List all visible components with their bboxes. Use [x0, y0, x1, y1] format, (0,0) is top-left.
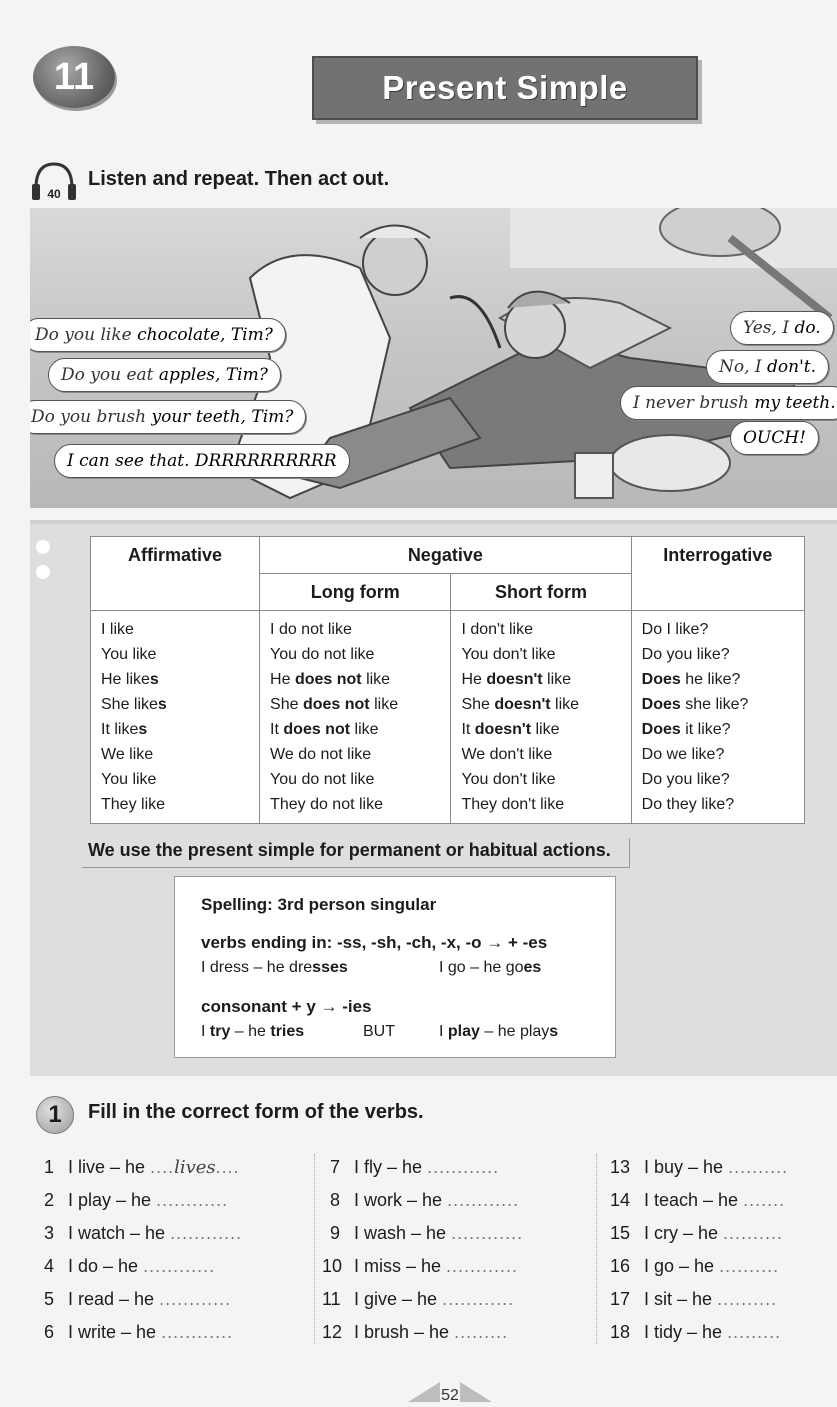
answer-field[interactable]: .......... — [717, 1289, 778, 1309]
table-cell: They like — [101, 796, 166, 813]
table-cell: We don't like — [461, 746, 553, 763]
unit-number-badge: 11 — [33, 46, 115, 108]
exercise-item[interactable]: 18 I tidy – he ......... — [610, 1322, 782, 1342]
long-form-column — [260, 611, 451, 824]
answer-field[interactable]: ......... — [727, 1322, 782, 1342]
spelling-example-go: I go – he goes — [439, 959, 542, 976]
speech-bubble-boy-3: I never brush my teeth. — [620, 386, 837, 420]
exercise-number-badge: 1 — [36, 1096, 74, 1134]
table-cell: I like — [101, 621, 134, 638]
table-cell: He likes — [101, 671, 159, 688]
exercise-item[interactable]: 3 I watch – he ............ — [44, 1223, 243, 1243]
table-cell: She likes — [101, 696, 167, 713]
exercise-item[interactable]: 9 I wash – he ............ — [330, 1223, 524, 1243]
column-divider — [314, 1154, 315, 1344]
spelling-title: Spelling: 3rd person singular — [201, 895, 437, 914]
table-cell: They do not like — [270, 796, 383, 813]
exercise-item[interactable]: 12 I brush – he ......... — [322, 1322, 509, 1342]
answer-field[interactable]: lives — [174, 1157, 216, 1178]
answer-field[interactable]: ............ — [159, 1289, 232, 1309]
table-cell: You don't like — [461, 771, 556, 788]
speech-bubble-boy-1: Yes, I do. — [730, 311, 834, 345]
speech-bubble-boy-4: OUCH! — [730, 421, 819, 455]
answer-field[interactable]: ............ — [156, 1190, 229, 1210]
column-divider — [596, 1154, 597, 1344]
dentist-illustration — [30, 208, 837, 508]
exercise-item[interactable]: 7 I fly – he ............ — [330, 1157, 500, 1177]
page-title-banner — [312, 56, 698, 120]
answer-field[interactable]: .......... — [719, 1256, 780, 1276]
answer-field[interactable]: .......... — [728, 1157, 789, 1177]
audio-track-number: 40 — [47, 187, 61, 201]
exercise-item[interactable]: 16 I go – he .......... — [610, 1256, 780, 1276]
answer-field[interactable]: ............ — [143, 1256, 216, 1276]
answer-field[interactable]: ............ — [451, 1223, 524, 1243]
spelling-rule-ies: consonant + y → -ies — [201, 997, 372, 1016]
listen-instruction: Listen and repeat. Then act out. — [88, 168, 390, 190]
answer-field[interactable]: ............ — [446, 1256, 519, 1276]
exercise-item[interactable]: 8 I work – he ............ — [330, 1190, 520, 1210]
exercise-instruction: Fill in the correct form of the verbs. — [88, 1101, 424, 1123]
exercise-item[interactable]: 6 I write – he ............ — [44, 1322, 234, 1342]
exercise-item[interactable]: 4 I do – he ............ — [44, 1256, 216, 1276]
table-cell: Does she like? — [641, 696, 749, 713]
affirmative-column — [91, 611, 260, 824]
table-cell: Do you like? — [641, 646, 730, 663]
table-cell: You do not like — [270, 771, 375, 788]
table-cell: You like — [101, 646, 157, 663]
speech-bubble-dentist-4: I can see that. DRRRRRRRRRR — [54, 444, 350, 478]
header-negative: Negative — [260, 537, 632, 574]
spelling-example-try: I try – he tries — [201, 1023, 305, 1040]
table-cell: Do they like? — [641, 796, 735, 813]
table-cell: I don't like — [461, 621, 533, 638]
page-number-tab — [400, 1376, 500, 1402]
table-cell: We like — [101, 746, 154, 763]
binder-hole-icon — [36, 540, 50, 554]
answer-field[interactable]: .......... — [723, 1223, 784, 1243]
table-cell: It does not like — [270, 721, 379, 738]
exercise-item[interactable]: 5 I read – he ............ — [44, 1289, 232, 1309]
headphones-icon — [30, 158, 78, 204]
table-cell: He does not like — [270, 671, 391, 688]
speech-bubble-dentist-2: Do you eat apples, Tim? — [48, 358, 281, 392]
binder-hole-icon — [36, 565, 50, 579]
exercise-item[interactable]: 2 I play – he ............ — [44, 1190, 229, 1210]
spelling-but: BUT — [363, 1023, 395, 1040]
table-cell: I do not like — [270, 621, 352, 638]
table-cell: They don't like — [461, 796, 565, 813]
exercise-item[interactable]: 14 I teach – he ....... — [610, 1190, 786, 1210]
answer-field[interactable]: ............ — [442, 1289, 515, 1309]
table-cell: You like — [101, 771, 157, 788]
table-cell: We do not like — [270, 746, 372, 763]
header-long-form: Long form — [260, 574, 451, 611]
table-cell: She does not like — [270, 696, 399, 713]
table-cell: It doesn't like — [461, 721, 560, 738]
table-cell: It likes — [101, 721, 148, 738]
spelling-box — [174, 876, 616, 1058]
table-cell: Do you like? — [641, 771, 730, 788]
answer-field[interactable]: ............ — [447, 1190, 520, 1210]
answer-field[interactable]: ............ — [170, 1223, 243, 1243]
table-cell: Do we like? — [641, 746, 725, 763]
page-title: Present Simple — [382, 69, 628, 106]
table-cell: Does it like? — [641, 721, 731, 738]
answer-field[interactable]: ......... — [454, 1322, 509, 1342]
usage-rule: We use the present simple for permanent or habitual actions. — [82, 838, 630, 868]
exercise-item[interactable]: 17 I sit – he .......... — [610, 1289, 778, 1309]
header-short-form: Short form — [451, 574, 631, 611]
answer-field[interactable]: ....... — [743, 1190, 786, 1210]
exercise-item[interactable]: 11 I give – he ............ — [322, 1289, 515, 1309]
page-number: 52 — [441, 1387, 459, 1402]
spelling-rule-es: verbs ending in: -ss, -sh, -ch, -x, -o → + -es — [201, 933, 548, 952]
header-interrogative: Interrogative — [631, 537, 804, 611]
exercise-item[interactable]: 10 I miss – he ............ — [322, 1256, 519, 1276]
table-cell: She doesn't like — [461, 696, 580, 713]
answer-field[interactable]: ............ — [427, 1157, 500, 1177]
table-cell: He doesn't like — [461, 671, 572, 688]
table-cell: You do not like — [270, 646, 375, 663]
speech-bubble-dentist-1: Do you like chocolate, Tim? — [30, 318, 286, 352]
short-form-column — [451, 611, 631, 824]
header-affirmative: Affirmative — [91, 537, 260, 611]
exercise-item[interactable]: 1 I live – he ....lives.... — [44, 1157, 240, 1178]
exercise-item[interactable]: 15 I cry – he .......... — [610, 1223, 784, 1243]
interrogative-column — [631, 611, 804, 824]
grammar-table — [90, 536, 805, 824]
exercise-item[interactable]: 13 I buy – he .......... — [610, 1157, 789, 1177]
table-cell: Does he like? — [641, 671, 741, 688]
spelling-example-dress: I dress – he dresses — [201, 959, 348, 976]
speech-bubble-dentist-3: Do you brush your teeth, Tim? — [30, 400, 306, 434]
answer-field[interactable]: ............ — [161, 1322, 234, 1342]
speech-bubble-boy-2: No, I don't. — [706, 350, 829, 384]
spelling-example-play: I play – he plays — [439, 1023, 559, 1040]
table-cell: Do I like? — [641, 621, 709, 638]
table-cell: You don't like — [461, 646, 556, 663]
